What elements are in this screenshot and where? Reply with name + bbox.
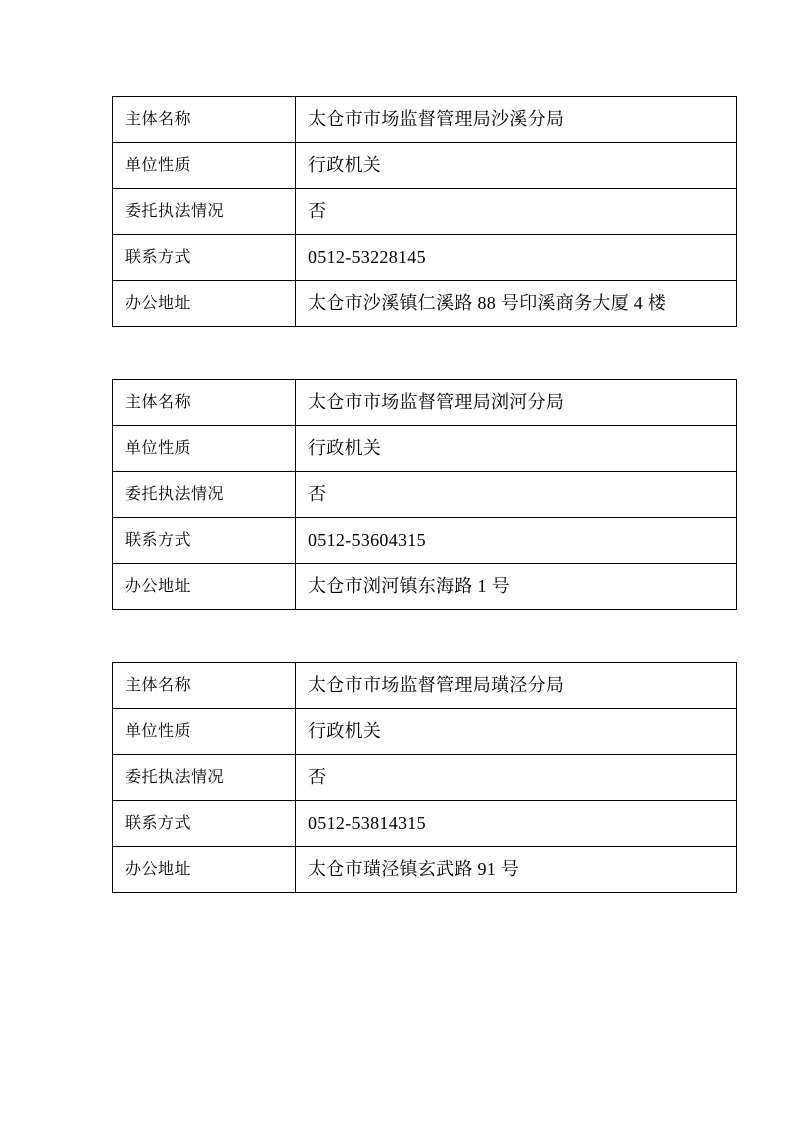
row-value: 行政机关 bbox=[296, 143, 737, 189]
table-row bbox=[113, 97, 737, 143]
row-value: 行政机关 bbox=[296, 709, 737, 755]
table-row bbox=[113, 281, 737, 327]
row-label: 主体名称 bbox=[113, 97, 296, 143]
table-row bbox=[113, 189, 737, 235]
row-label: 联系方式 bbox=[113, 801, 296, 847]
row-value: 太仓市浏河镇东海路 1 号 bbox=[296, 564, 737, 610]
row-value: 太仓市市场监督管理局浏河分局 bbox=[296, 380, 737, 426]
row-value: 否 bbox=[296, 755, 737, 801]
row-label: 办公地址 bbox=[113, 281, 296, 327]
table-row bbox=[113, 518, 737, 564]
table-row bbox=[113, 564, 737, 610]
row-label: 委托执法情况 bbox=[113, 472, 296, 518]
row-label: 单位性质 bbox=[113, 143, 296, 189]
row-label: 主体名称 bbox=[113, 380, 296, 426]
table-row bbox=[113, 801, 737, 847]
row-value: 0512-53814315 bbox=[296, 801, 737, 847]
table-row bbox=[113, 235, 737, 281]
row-label: 单位性质 bbox=[113, 709, 296, 755]
row-label: 单位性质 bbox=[113, 426, 296, 472]
row-value: 太仓市市场监督管理局沙溪分局 bbox=[296, 97, 737, 143]
row-label: 联系方式 bbox=[113, 235, 296, 281]
table-row bbox=[113, 426, 737, 472]
row-value: 0512-53228145 bbox=[296, 235, 737, 281]
row-label: 委托执法情况 bbox=[113, 755, 296, 801]
entity-info-table-2 bbox=[112, 379, 737, 610]
row-label: 主体名称 bbox=[113, 663, 296, 709]
row-label: 办公地址 bbox=[113, 564, 296, 610]
row-value: 否 bbox=[296, 472, 737, 518]
table-row bbox=[113, 143, 737, 189]
table-row bbox=[113, 847, 737, 893]
row-value: 行政机关 bbox=[296, 426, 737, 472]
row-value: 太仓市璜泾镇玄武路 91 号 bbox=[296, 847, 737, 893]
row-value: 0512-53604315 bbox=[296, 518, 737, 564]
row-label: 办公地址 bbox=[113, 847, 296, 893]
row-value: 太仓市市场监督管理局璜泾分局 bbox=[296, 663, 737, 709]
table-row bbox=[113, 709, 737, 755]
row-value: 太仓市沙溪镇仁溪路 88 号印溪商务大厦 4 楼 bbox=[296, 281, 737, 327]
table-row bbox=[113, 472, 737, 518]
entity-info-table-3 bbox=[112, 662, 737, 893]
table-row bbox=[113, 755, 737, 801]
row-label: 联系方式 bbox=[113, 518, 296, 564]
row-value: 否 bbox=[296, 189, 737, 235]
entity-info-table-1 bbox=[112, 96, 737, 327]
table-row bbox=[113, 380, 737, 426]
row-label: 委托执法情况 bbox=[113, 189, 296, 235]
table-row bbox=[113, 663, 737, 709]
